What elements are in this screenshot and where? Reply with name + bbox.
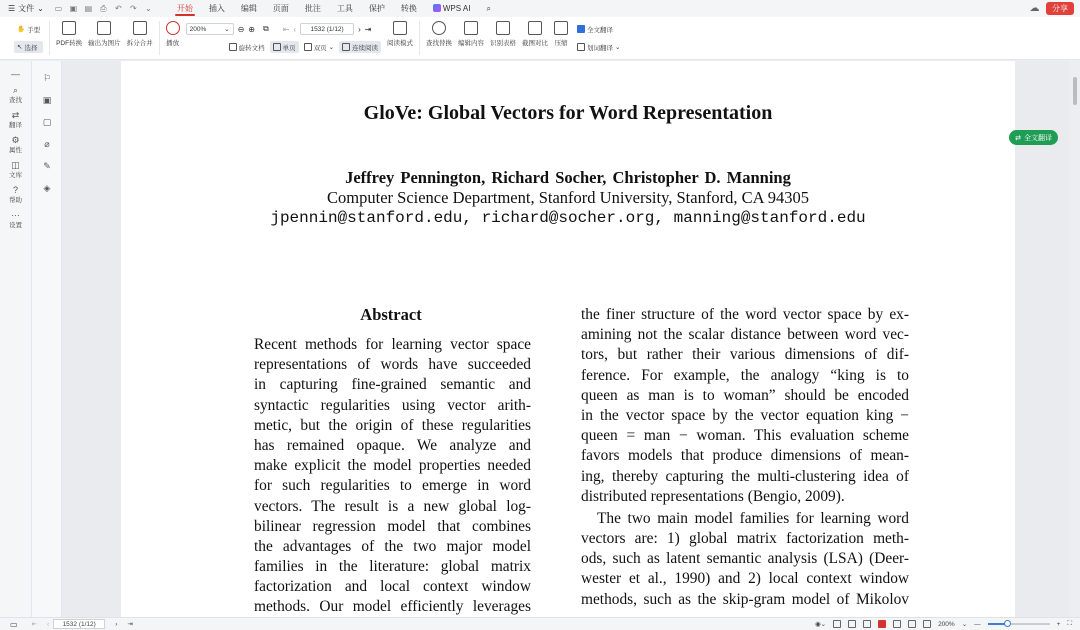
- file-menu[interactable]: [0, 3, 50, 14]
- text-line: queen as man is to woman” should be encoded: [581, 386, 909, 404]
- status-zoom-value: 200%: [938, 620, 955, 628]
- library-icon: ◫: [11, 160, 20, 170]
- minus-icon: —: [11, 69, 20, 79]
- thumbnail-icon[interactable]: ▣: [42, 94, 52, 105]
- chevron-down-icon: ⌄: [615, 44, 621, 51]
- tab-tools[interactable]: [329, 0, 361, 17]
- compress-label: 压缩: [554, 40, 568, 47]
- print-icon[interactable]: ⎙: [100, 4, 107, 13]
- sidebar-item-properties[interactable]: [0, 135, 31, 154]
- text-line: in the vector space by the vector equation king −: [581, 406, 909, 424]
- text-line: queen = man − woman. This evaluation scheme: [581, 427, 909, 445]
- prev-page-icon[interactable]: ‹: [47, 620, 50, 628]
- double-page-label: 双页: [313, 44, 327, 52]
- play-icon[interactable]: [878, 620, 886, 628]
- tab-label: 编辑: [240, 4, 257, 13]
- text-line: vectors. The result is a new global log-: [254, 497, 531, 515]
- pointer-group: [0, 21, 46, 53]
- text-line: families in the literature: global matrix: [254, 558, 531, 576]
- word-translate-label: 划词翻译: [587, 44, 614, 52]
- text-line: bilinear regression model that combines: [254, 517, 531, 535]
- tab-page[interactable]: [265, 0, 297, 17]
- prev-page-icon[interactable]: ‹: [293, 24, 297, 34]
- more-icon: ···: [11, 210, 20, 220]
- screenshot-compare-button[interactable]: [519, 21, 551, 47]
- bookmark-icon[interactable]: ⚐: [42, 72, 52, 83]
- signature-icon[interactable]: ✎: [43, 160, 51, 171]
- compress-button[interactable]: [551, 21, 571, 47]
- vertical-scrollbar[interactable]: [1073, 77, 1077, 105]
- tab-label: 开始: [176, 4, 193, 13]
- full-translate-button[interactable]: [574, 23, 623, 35]
- continuous-icon[interactable]: [848, 620, 856, 628]
- share-label: 分享: [1052, 4, 1068, 13]
- recognize-table-button[interactable]: [487, 21, 519, 47]
- abstract-text: [254, 335, 531, 617]
- select-label: 选择: [24, 44, 38, 52]
- edit-content-label: 编辑内容: [458, 40, 485, 47]
- last-page-icon[interactable]: ⇥: [127, 621, 133, 628]
- sidebar-item-settings[interactable]: [0, 210, 31, 229]
- translate-icon: ⇄: [1015, 134, 1021, 142]
- tab-label: WPS AI: [442, 4, 471, 13]
- page-number-value: 1532 (1/12): [310, 25, 344, 33]
- text-line: Recent methods for learning vector space: [254, 336, 531, 353]
- tab-label: 工具: [336, 4, 353, 13]
- view-controls: [183, 21, 384, 53]
- status-page-value: 1532 (1/12): [62, 620, 96, 628]
- edit-content-button[interactable]: [455, 21, 487, 47]
- double-page-icon: [304, 43, 312, 51]
- play-button[interactable]: [163, 21, 183, 47]
- word-translate-button[interactable]: [574, 41, 623, 53]
- first-page-icon[interactable]: ⇤: [282, 24, 290, 34]
- split-merge-label: 拆分合并: [126, 40, 153, 47]
- fit-page-icon[interactable]: ⧉: [263, 24, 269, 33]
- find-replace-label: 查找替换: [426, 40, 453, 47]
- export-image-icon: [97, 21, 111, 35]
- open-folder-icon[interactable]: ▭: [54, 4, 63, 13]
- comment-icon[interactable]: ▢: [42, 116, 52, 127]
- tab-edit[interactable]: [233, 0, 265, 17]
- continuous-read-button[interactable]: [339, 41, 381, 53]
- rotate-icon: [229, 43, 237, 51]
- text-line: the finer structure of the word vector space by ex-: [581, 306, 909, 323]
- tab-label: 批注: [304, 4, 321, 13]
- pdf-convert-button[interactable]: [53, 21, 85, 47]
- text-line: metic, but the origin of these regularities: [254, 416, 531, 434]
- menu-bar: [0, 0, 1080, 17]
- book-icon: [393, 21, 407, 35]
- text-line: wester et al., 1990) and 2) local context window: [581, 570, 909, 588]
- paper-title: GloVe: Global Vectors for Word Representation: [363, 102, 773, 124]
- rotate-doc-label: 旋转文档: [238, 44, 265, 52]
- fullscreen-icon[interactable]: ⛶: [1067, 620, 1072, 627]
- intro-text: [581, 305, 909, 610]
- sidebar-item-label: 文库: [9, 172, 22, 179]
- text-line: methods, such as the skip-gram model of Mikolov: [581, 590, 909, 608]
- actual-size-icon[interactable]: [206, 41, 214, 53]
- table-icon: [496, 21, 510, 35]
- nav-panel: [32, 61, 62, 617]
- sidebar-item-help[interactable]: [0, 185, 31, 204]
- text-line: ing, thereby capturing the multi-clustering idea of: [581, 467, 909, 485]
- tab-label: 插入: [208, 4, 225, 13]
- quick-access: [50, 4, 157, 13]
- crop-icon[interactable]: [216, 41, 224, 53]
- tab-label: 页面: [272, 4, 289, 13]
- paper-affiliation: Computer Science Department, Stanford University, Stanford, CA 94305: [327, 188, 809, 207]
- tab-convert[interactable]: [393, 0, 425, 17]
- divider: [419, 21, 420, 55]
- screenshot-icon: [528, 21, 542, 35]
- play-icon: [166, 21, 180, 35]
- search-icon: [432, 21, 446, 35]
- pdf-convert-label: PDF转换: [56, 40, 83, 47]
- cloud-sync-icon[interactable]: ☁: [1029, 3, 1040, 14]
- text-line: factorization and local context window: [254, 578, 531, 596]
- fit-width-icon[interactable]: [186, 41, 194, 53]
- redo-icon[interactable]: ↷: [130, 4, 137, 13]
- compress-icon: [554, 21, 568, 35]
- recognize-table-label: 识别表格: [490, 40, 517, 47]
- next-page-icon[interactable]: ›: [358, 24, 361, 34]
- screenshot-compare-label: 截图对比: [522, 40, 549, 47]
- single-page-icon: [273, 43, 281, 51]
- cursor-icon: ↖: [17, 44, 23, 51]
- layers-icon[interactable]: ◈: [43, 182, 51, 193]
- tab-wps-ai[interactable]: [425, 0, 479, 17]
- split-merge-icon: [133, 21, 147, 35]
- help-icon: ?: [12, 185, 18, 195]
- translate-icon: [577, 25, 585, 33]
- continuous-label: 连续阅读: [352, 44, 379, 52]
- fit-height-icon[interactable]: [196, 41, 204, 53]
- full-translate-float-button[interactable]: [1009, 130, 1058, 145]
- fit-width-icon[interactable]: [893, 620, 901, 628]
- sliders-icon: ⚙: [11, 135, 20, 145]
- find-replace-button[interactable]: [423, 21, 455, 47]
- text-line: ference. For example, the analogy “king is to: [581, 366, 909, 384]
- text-line: methods. Our model efficiently leverages: [254, 598, 531, 616]
- text-line: distributed representations (Bengio, 2009).: [581, 487, 845, 505]
- read-mode-button[interactable]: [384, 21, 416, 47]
- text-line: tors, but rather their various dimensions of dif-: [581, 346, 909, 364]
- fit-page-icon[interactable]: [908, 620, 916, 628]
- text-line: in capturing fine-grained semantic and: [254, 376, 531, 394]
- tab-label: 转换: [400, 4, 417, 13]
- share-button[interactable]: [1046, 2, 1074, 15]
- zoom-in-icon[interactable]: +: [1056, 620, 1061, 628]
- eye-icon[interactable]: ◉⌄: [814, 621, 827, 628]
- text-line: representations of words have succeeded: [254, 356, 531, 374]
- read-mode-label: 阅读模式: [387, 40, 414, 47]
- last-page-icon[interactable]: ⇥: [364, 24, 372, 34]
- select-tool-button[interactable]: [14, 41, 43, 53]
- full-translate-label: 全文翻译: [587, 26, 614, 34]
- ribbon-toolbar: [0, 17, 1080, 60]
- sidebar-toggle-icon[interactable]: ▭: [10, 619, 18, 629]
- text-line: for such regularities to emerge in word: [254, 477, 531, 495]
- continuous-icon: [342, 43, 350, 51]
- sidebar-menu-toggle[interactable]: [0, 69, 31, 79]
- chevron-down-icon[interactable]: ⌄: [961, 621, 968, 628]
- zoom-select[interactable]: [186, 23, 234, 35]
- tab-label: 保护: [368, 4, 385, 13]
- divider: [49, 21, 50, 55]
- sidebar-item-library[interactable]: [0, 160, 31, 179]
- text-line: vectors are: 1) global matrix factorization meth-: [581, 530, 909, 548]
- single-page-label: 单页: [282, 44, 296, 52]
- page-number-input[interactable]: [300, 23, 354, 35]
- zoom-value: 200%: [189, 25, 207, 33]
- text-line: has remained opaque. We analyze and: [254, 436, 531, 454]
- single-page-icon[interactable]: [833, 620, 841, 628]
- double-page-button[interactable]: [301, 41, 337, 53]
- chevron-down-icon: ⌄: [224, 26, 230, 33]
- sidebar-item-label: 翻译: [9, 122, 22, 129]
- double-page-icon[interactable]: [863, 620, 871, 628]
- tab-annotate[interactable]: [297, 0, 329, 17]
- zoom-in-icon[interactable]: ⊕: [248, 24, 255, 34]
- sidebar-item-label: 帮助: [9, 197, 22, 204]
- first-page-icon[interactable]: ⇤: [31, 621, 38, 628]
- zoom-slider[interactable]: [988, 623, 1050, 625]
- sidebar-item-translate[interactable]: [0, 110, 31, 129]
- search-icon: ⌕: [12, 85, 19, 95]
- zoom-out-icon[interactable]: ⊖: [237, 24, 245, 34]
- text-line: syntactic regularities using vector arith-: [254, 396, 531, 414]
- ribbon-tabs: [169, 0, 499, 17]
- word-translate-icon: [577, 43, 585, 51]
- hand-icon: ✋: [17, 26, 26, 33]
- text-line: ods, such as latent semantic analysis (LSA) (Deer-: [581, 550, 909, 568]
- split-merge-button[interactable]: [124, 21, 156, 47]
- export-image-button[interactable]: [85, 21, 124, 47]
- search-icon[interactable]: ⌕: [486, 4, 491, 13]
- next-page-icon[interactable]: ›: [115, 620, 118, 628]
- text-line: amining not the scalar distance between word vec-: [581, 326, 909, 344]
- rotate-doc-button[interactable]: [226, 41, 268, 53]
- pdf-convert-icon: [62, 21, 76, 35]
- divider: [159, 21, 160, 55]
- sidebar-item-find[interactable]: [0, 85, 31, 104]
- edit-icon: [464, 21, 478, 35]
- pdf-page: [121, 61, 1015, 617]
- text-line: favors models that produce dimensions of mean-: [581, 447, 909, 465]
- tab-insert[interactable]: [201, 0, 233, 17]
- hand-tool-button[interactable]: [14, 23, 43, 35]
- undo-icon[interactable]: ↶: [115, 4, 122, 13]
- chevron-down-icon: ⌄: [328, 44, 335, 51]
- abstract-heading: Abstract: [360, 305, 422, 324]
- attachment-icon[interactable]: ⌀: [44, 138, 50, 149]
- left-sidebar: [0, 61, 32, 617]
- chevron-down-icon: ⌄: [37, 4, 44, 13]
- tab-home[interactable]: [169, 0, 201, 17]
- paper-emails: jpennin@stanford.edu, richard@socher.org, manning@stanford.edu: [270, 209, 866, 227]
- zoom-out-icon[interactable]: —: [974, 620, 981, 628]
- zoom-slider-knob[interactable]: [1004, 620, 1011, 627]
- text-line: the advantages of the two major model: [254, 537, 531, 555]
- paper-authors: Jeffrey Pennington, Richard Socher, Christopher D. Manning: [345, 168, 791, 187]
- wps-ai-icon: [433, 4, 441, 12]
- export-icon[interactable]: ▤: [84, 4, 93, 13]
- hamburger-icon: ☰: [8, 4, 16, 13]
- sidebar-item-label: 查找: [9, 97, 22, 104]
- chevron-down-icon[interactable]: ⌄: [145, 4, 152, 13]
- text-line: make explicit the model properties needed: [254, 457, 531, 475]
- file-menu-label: 文件: [18, 4, 35, 13]
- translate-group: [571, 21, 626, 53]
- fab-label: 全文翻译: [1024, 134, 1052, 142]
- sidebar-item-label: 设置: [9, 222, 22, 229]
- document-viewport[interactable]: [62, 61, 1070, 617]
- hand-label: 手型: [27, 26, 41, 34]
- translate-icon: ⇄: [11, 110, 20, 120]
- status-page-input[interactable]: [53, 619, 105, 629]
- single-page-button[interactable]: [270, 41, 299, 53]
- sidebar-item-label: 属性: [9, 147, 22, 154]
- tab-protect[interactable]: [361, 0, 393, 17]
- play-label: 播放: [166, 40, 180, 47]
- save-icon[interactable]: ▣: [69, 4, 78, 13]
- text-line: The two main model families for learning word: [597, 509, 909, 527]
- actual-size-icon[interactable]: [923, 620, 931, 628]
- status-bar: [0, 617, 1080, 630]
- export-image-label: 输出为图片: [88, 40, 121, 47]
